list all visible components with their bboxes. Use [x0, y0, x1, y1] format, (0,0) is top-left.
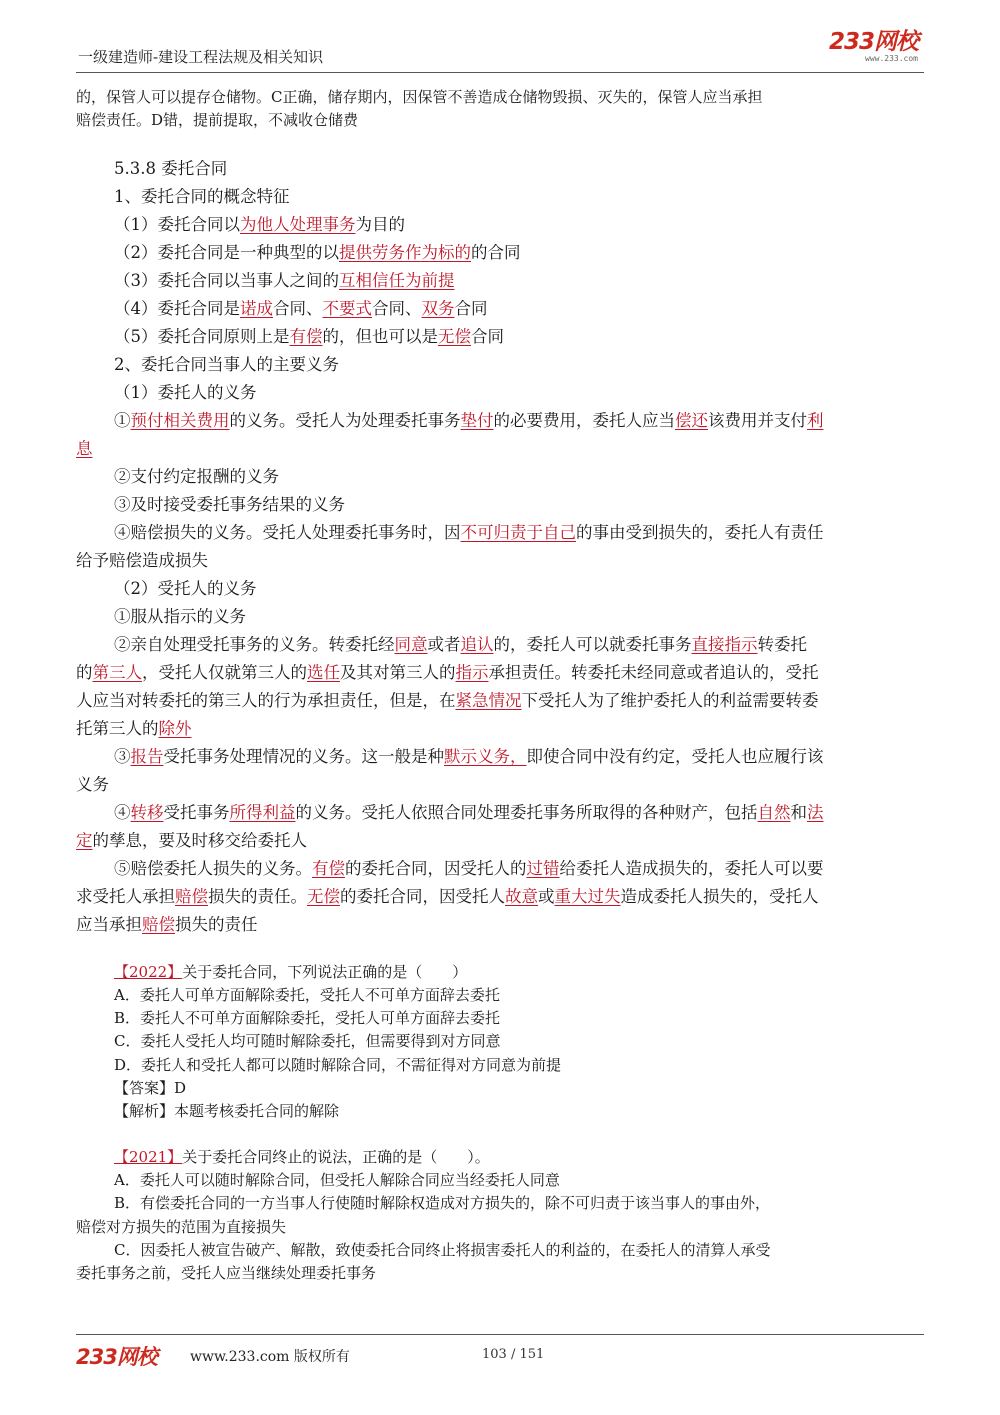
agent-duty-3-cont: 义务 [76, 774, 109, 794]
agent-duty-2-cont-3: 托第三人的除外 [76, 718, 192, 738]
brand-logo-text: 233网校 [828, 29, 918, 55]
principal-duty-1: ①预付相关费用的义务。受托人为处理委托事务垫付的必要费用，委托人应当偿还该费用并支付利 [114, 410, 824, 430]
option-c: C．因委托人被宣告破产、解散，致使委托合同终止将损害委托人的利益的，在委托人的清算人承受 [114, 1240, 771, 1259]
principal-duty-1-cont: 息 [76, 438, 93, 458]
agent-duty-2: ②亲自处理受托事务的义务。转委托经同意或者追认的，委托人可以就委托事务直接指示转委托 [114, 634, 807, 654]
feature-1: （1）委托合同以为他人处理事务为目的 [114, 214, 405, 234]
brand-logo [829, 30, 918, 64]
footer-copyright: www.233.com 版权所有 [190, 1349, 350, 1365]
agent-duty-5-cont-2: 应当承担赔偿损失的责任 [76, 914, 258, 934]
option-a: A．委托人可以随时解除合同，但受托人解除合同应当经委托人同意 [114, 1170, 560, 1189]
footer-logo: 233网校 [76, 1345, 157, 1369]
agent-duty-4: ④转移受托事务所得利益的义务。受托人依照合同处理委托事务所取得的各种财产，包括自然和法 [114, 802, 824, 822]
question-stem: 【2022】关于委托合同，下列说法正确的是（ ） [114, 962, 468, 981]
question-stem: 【2021】关于委托合同终止的说法，正确的是（ ）。 [114, 1147, 490, 1166]
option-a: A．委托人可单方面解除委托，受托人不可单方面辞去委托 [114, 985, 500, 1004]
agent-duties-heading: （2）受托人的义务 [114, 578, 257, 598]
option-c: C．委托人受托人均可随时解除委托，但需要得到对方同意 [114, 1032, 501, 1051]
keyword: 为他人处理事务 [240, 214, 356, 234]
section-heading: 5.3.8 委托合同 [114, 158, 228, 178]
keyword: 有偿 [289, 326, 323, 346]
principal-duty-4-cont: 给予赔偿造成损失 [76, 550, 208, 570]
agent-duty-5-cont-1: 求受托人承担赔偿损失的责任。无偿的委托合同，因受托人故意或重大过失造成委托人损失的，受托人 [76, 886, 819, 906]
page-header [76, 22, 924, 73]
agent-duty-4-cont: 定的孳息，要及时移交给委托人 [76, 830, 307, 850]
intro-line-2: 赔偿责任。D错，提前提取，不减收仓储费 [76, 111, 359, 130]
agent-duty-5: ⑤赔偿委托人损失的义务。有偿的委托合同，因受托人的过错给委托人造成损失的，委托人可以要 [114, 858, 824, 878]
principal-duty-4: ④赔偿损失的义务。受托人处理委托事务时，因不可归责于自己的事由受到损失的，委托人有责任 [114, 522, 824, 542]
agent-duty-3: ③报告受托事务处理情况的义务。这一般是种默示义务，即使合同中没有约定，受托人也应履行该 [114, 746, 824, 766]
agent-duty-1: ①服从指示的义务 [114, 606, 246, 626]
brand-logo-url: www.233.com [865, 54, 918, 63]
principal-duty-2: ②支付约定报酬的义务 [114, 466, 279, 486]
keyword: 提供劳务作为标的 [339, 242, 471, 262]
feature-3: （3）委托合同以当事人之间的互相信任为前提 [114, 270, 455, 290]
feature-2: （2）委托合同是一种典型的以提供劳务作为标的的合同 [114, 242, 521, 262]
option-b: B．委托人不可单方面解除委托，受托人可单方面辞去委托 [114, 1009, 501, 1028]
agent-duty-2-cont-2: 人应当对转委托的第三人的行为承担责任，但是，在紧急情况下受托人为了维护委托人的利益需要转委 [76, 690, 819, 710]
page-number: 103 / 151 [482, 1347, 545, 1362]
subheading-2: 2、委托合同当事人的主要义务 [114, 354, 339, 374]
year-tag: 【2022】 [114, 962, 183, 981]
agent-duty-2-cont-1: 的第三人，受托人仅就第三人的选任及其对第三人的指示承担责任。转委托未经同意或者追认的，受托 [76, 662, 819, 682]
option-c-cont: 委托事务之前，受托人应当继续处理委托事务 [76, 1264, 377, 1283]
answer: 【答案】D [114, 1079, 187, 1098]
intro-line-1: 的，保管人可以提存仓储物。C正确，储存期内，因保管不善造成仓储物毁损、灭失的，保管人应当承担 [76, 88, 763, 106]
keyword: 诺成 [240, 298, 273, 318]
year-tag: 【2021】 [114, 1147, 183, 1166]
keyword: 无偿 [438, 326, 471, 346]
option-b: B．有偿委托合同的一方当事人行使随时解除权造成对方损失的，除不可归责于该当事人的事由外， [114, 1194, 771, 1213]
document-title: 一级建造师-建设工程法规及相关知识 [78, 48, 324, 66]
question-2021 [76, 1146, 924, 1286]
keyword: 不要式 [322, 298, 372, 318]
option-b-cont: 赔偿对方损失的范围为直接损失 [76, 1217, 287, 1236]
keyword: 双务 [421, 298, 455, 318]
feature-4: （4）委托合同是诺成合同、不要式合同、双务合同 [114, 298, 488, 318]
keyword: 互相信任为前提 [339, 270, 455, 290]
analysis: 【解析】本题考核委托合同的解除 [114, 1102, 340, 1121]
subheading-1: 1、委托合同的概念特征 [114, 186, 290, 206]
feature-5: （5）委托合同原则上是有偿的，但也可以是无偿合同 [114, 326, 504, 346]
page-content [76, 86, 924, 1285]
question-2022 [76, 961, 924, 1124]
page-footer [76, 1334, 924, 1369]
option-d: D．委托人和受托人都可以随时解除合同，不需征得对方同意为前提 [114, 1055, 562, 1074]
principal-duty-3: ③及时接受委托事务结果的义务 [114, 494, 345, 514]
principal-duties-heading: （1）委托人的义务 [114, 382, 257, 402]
